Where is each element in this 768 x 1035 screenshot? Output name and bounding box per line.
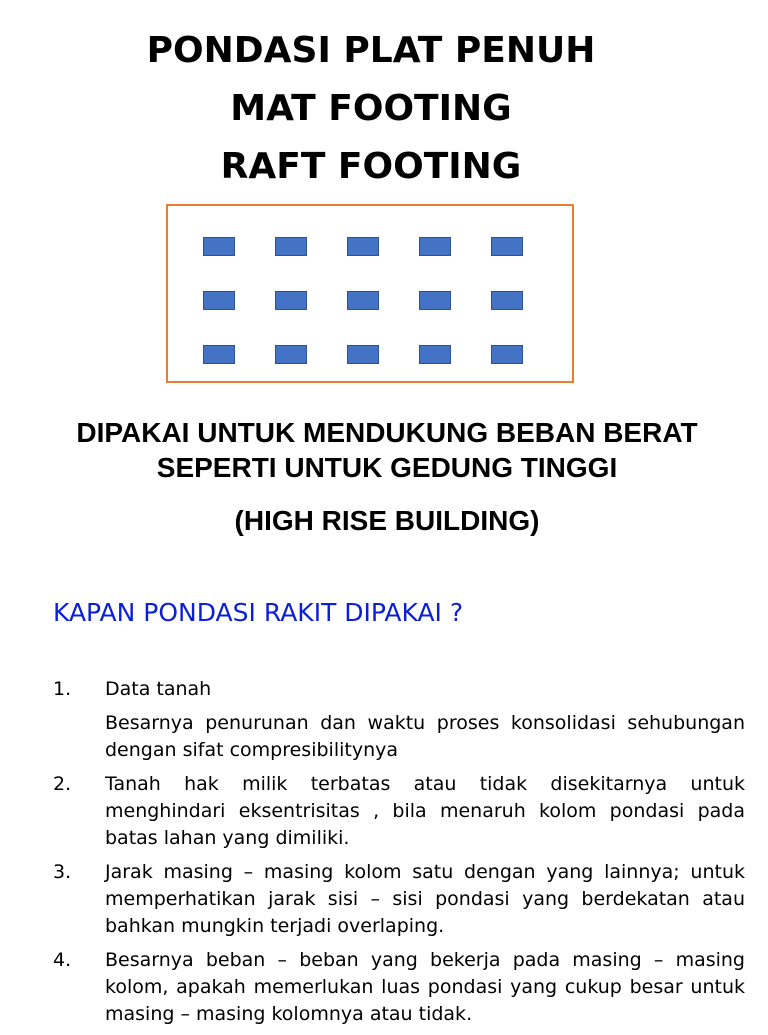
list-item-text: Data tanah — [105, 678, 212, 700]
list-item-body — [105, 676, 745, 764]
list-item-number: 2. — [53, 773, 72, 795]
column-footing — [275, 345, 307, 364]
list-item — [53, 947, 745, 1028]
column-footing — [419, 237, 451, 256]
subtitle-line-3: (HIGH RISE BUILDING) — [234, 505, 540, 536]
column-footing — [419, 291, 451, 310]
subtitle-line-1: DIPAKAI UNTUK MENDUKUNG BEBAN BERAT — [76, 417, 698, 448]
column-footing — [347, 291, 379, 310]
column-footing — [491, 291, 523, 310]
column-footing — [203, 237, 235, 256]
title-line-3: RAFT FOOTING — [220, 146, 522, 187]
list-item-text: Jarak masing – masing kolom satu dengan yang lainnya; untuk memperhatikan jarak sisi – sisi pondasi yang berdekatan atau bahkan mungkin terjadi overlaping. — [105, 861, 745, 937]
title-line-1: PONDASI PLAT PENUH — [146, 30, 596, 71]
list-item — [53, 771, 745, 852]
criteria-list — [53, 676, 745, 1035]
subtitle-line-2: SEPERTI UNTUK GEDUNG TINGGI — [156, 452, 618, 483]
column-footing — [347, 237, 379, 256]
column-footing — [203, 291, 235, 310]
list-item — [53, 676, 745, 764]
list-item-number: 1. — [53, 678, 72, 700]
column-footing — [203, 345, 235, 364]
list-item-text: Tanah hak milik terbatas atau tidak disekitarnya untuk menghindari eksentrisitas , bila menaruh kolom pondasi pada batas lahan yang dimiliki. — [105, 773, 745, 849]
column-footing — [491, 237, 523, 256]
column-footing — [491, 345, 523, 364]
list-item-text: Besarnya beban – beban yang bekerja pada masing – masing kolom, apakah memerlukan luas pondasi yang cukup besar untuk masing – masing kolomnya atau tidak. — [105, 949, 745, 1025]
column-footing — [275, 237, 307, 256]
question-heading: KAPAN PONDASI RAKIT DIPAKAI ? — [53, 598, 464, 627]
column-footing — [275, 291, 307, 310]
title-block — [0, 22, 742, 196]
list-item-number: 3. — [53, 861, 72, 883]
column-footing — [419, 345, 451, 364]
raft-footing-diagram — [166, 204, 574, 383]
list-item-detail: Besarnya penurunan dan waktu proses konsolidasi sehubungan dengan sifat compresibilitynya — [105, 712, 745, 761]
list-item-body — [105, 771, 745, 852]
list-item — [53, 859, 745, 940]
column-footing — [347, 345, 379, 364]
list-item-body — [105, 859, 745, 940]
title-line-2: MAT FOOTING — [230, 88, 512, 129]
list-item-number: 4. — [53, 949, 72, 971]
list-item-body — [105, 947, 745, 1028]
